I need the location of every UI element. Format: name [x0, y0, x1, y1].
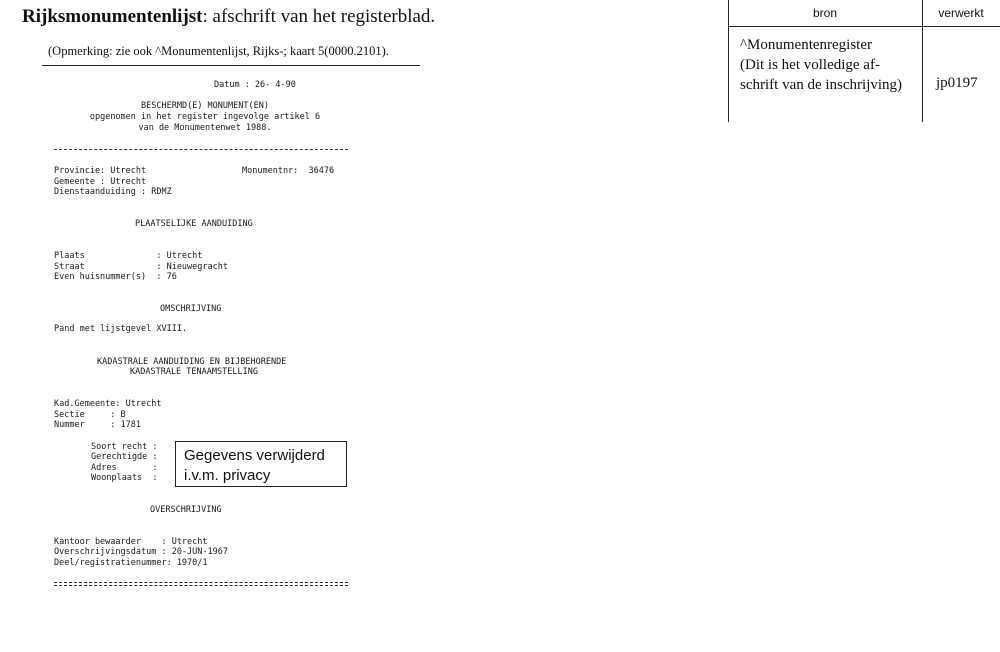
kad-gemeente: Kad.Gemeente: Utrecht [54, 399, 162, 409]
heading-line-1: BESCHERMD(E) MONUMENT(EN) [141, 101, 269, 111]
bron-cell [740, 35, 920, 95]
huisnummer: Even huisnummer(s) : 76 [54, 272, 177, 282]
gerechtigde: Gerechtigde : [91, 452, 158, 462]
kantoor: Kantoor bewaarder : Utrecht [54, 537, 208, 547]
plaats: Plaats : Utrecht [54, 251, 203, 261]
end-divider [54, 582, 348, 586]
dashed-divider [54, 149, 348, 150]
section-omschrijving: OMSCHRIJVING [160, 304, 222, 314]
sectie: Sectie : B [54, 410, 126, 420]
section-plaatselijk: PLAATSELIJKE AANDUIDING [135, 219, 253, 229]
heading-line-3: van de Monumentenwet 1988. [138, 123, 272, 133]
datum: Datum : 26- 4-90 [214, 80, 296, 90]
verwerkt-cell: jp0197 [936, 75, 978, 91]
privacy-notice [175, 441, 347, 487]
privacy-line-2: i.v.m. privacy [184, 467, 271, 484]
overschrijvingsdatum: Overschrijvingsdatum : 20-JUN-1967 [54, 547, 228, 557]
title-bold: Rijksmonumentenlijst [22, 6, 203, 27]
section-kadastraal-2: KADASTRALE TENAAMSTELLING [130, 367, 258, 377]
source-table [728, 0, 1000, 122]
heading-line-2: opgenomen in het register ingevolge artikel 6 [89, 112, 321, 122]
nummer: Nummer : 1781 [54, 420, 141, 430]
section-overschrijving: OVERSCHRIJVING [150, 505, 222, 515]
section-kadastraal-1: KADASTRALE AANDUIDING EN BIJBEHORENDE [97, 357, 287, 367]
soort-recht: Soort recht : [91, 442, 158, 452]
privacy-line-1: Gegevens verwijderd [184, 447, 325, 464]
table-header-divider [728, 26, 1000, 27]
title-rest: : afschrift van het registerblad. [202, 6, 436, 27]
woonplaats: Woonplaats : [91, 473, 158, 483]
column-header-bron: bron [812, 6, 838, 20]
monumentnr: Monumentnr: 36476 [242, 166, 335, 176]
page-title [22, 6, 435, 28]
provincie: Provincie: Utrecht [54, 166, 147, 176]
column-header-verwerkt: verwerkt [938, 6, 984, 20]
gemeente: Gemeente : Utrecht [54, 177, 147, 187]
dienstaanduiding: Dienstaanduiding : RDMZ [54, 187, 172, 197]
adres: Adres : [91, 463, 158, 473]
bron-line-3: schrift van de inschrijving) [740, 77, 903, 93]
omschrijving: Pand met lijstgevel XVIII. [54, 324, 188, 334]
bron-line-1: ^Monumentenregister [740, 37, 873, 53]
deel: Deel/registratienummer: 1970/1 [54, 558, 208, 568]
bron-line-2: (Dit is het volledige af- [740, 57, 880, 73]
straat: Straat : Nieuwegracht [54, 262, 228, 272]
header-note: (Opmerking: zie ook ^Monumentenlijst, Rijks-; kaart 5(0000.2101). [48, 44, 389, 58]
header-divider [42, 65, 420, 66]
